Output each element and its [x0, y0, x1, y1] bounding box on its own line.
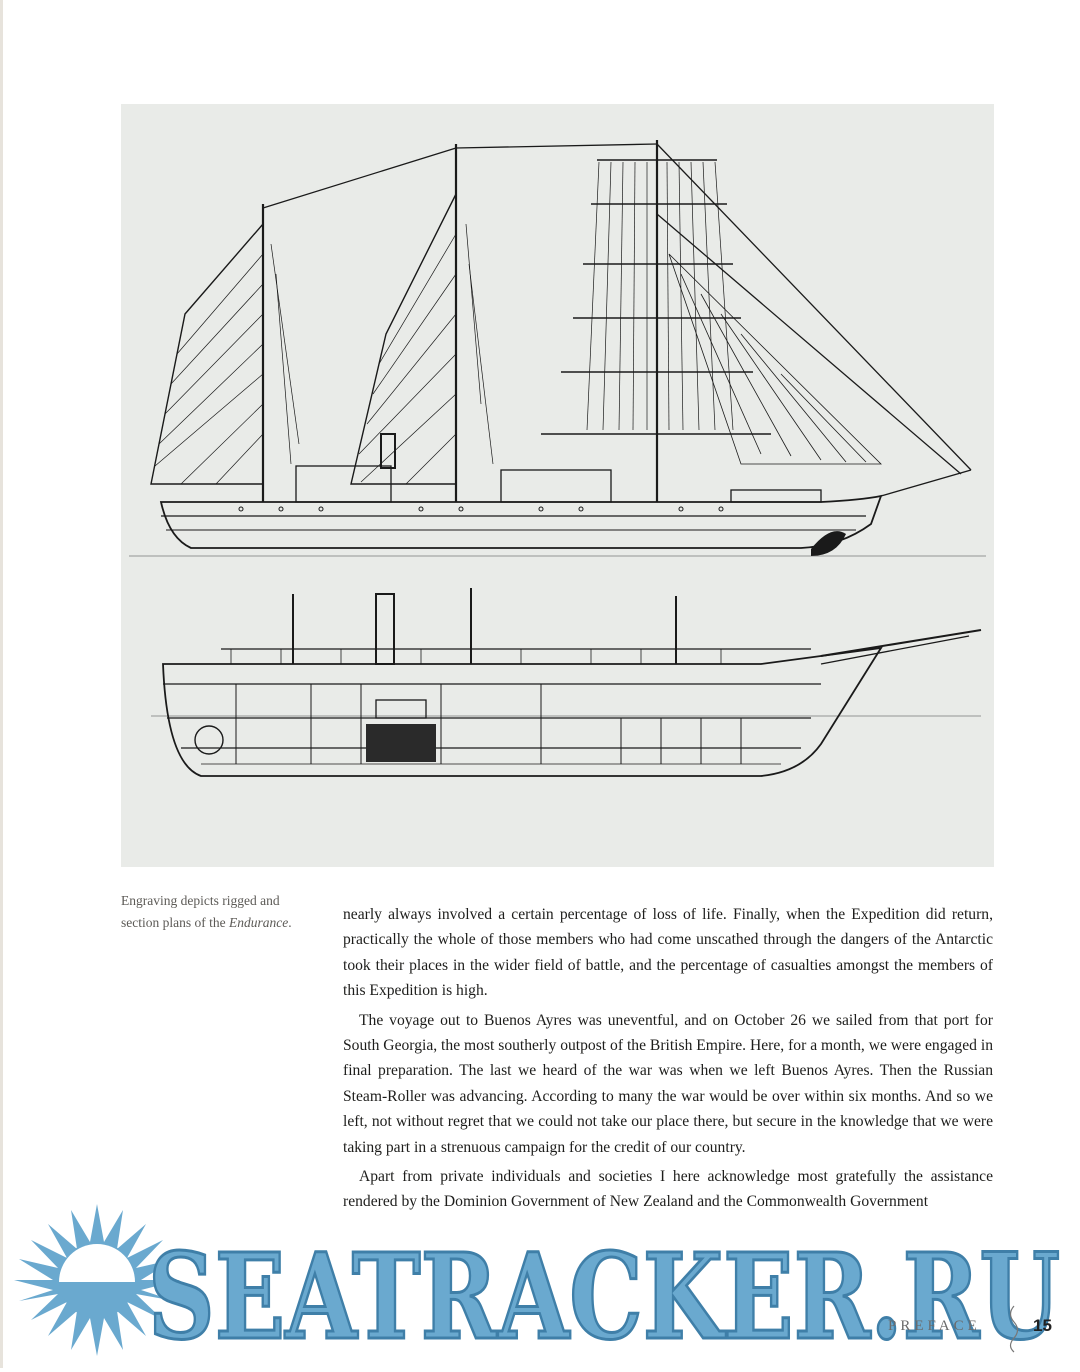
ship-plans-drawing [121, 104, 994, 867]
caption-period: . [288, 915, 292, 930]
seatracker-watermark [0, 1198, 1080, 1368]
paragraph-2: The voyage out to Buenos Ayres was uneventful, and on October 26 we sailed from that port for South Georgia, the most southerly outpost of the British Empire. Here, for a month, we were engaged in final preparation. The last we heard of the war was when we left Buenos Ayres. Then the Russian Steam-Roller was advancing. According to many the war would be over within six months. And so we left, not without regret that we could not take our place there, but secure in the knowledge that we were taking part in a strenuous campaign for the credit of our country. [343, 1011, 993, 1156]
page-number: 15 [1033, 1316, 1052, 1335]
caption-text: Engraving depicts rigged and section plans of the [121, 893, 280, 930]
watermark-svg [0, 1198, 1080, 1368]
folio-ornament-icon [1003, 1304, 1025, 1354]
page-edge-rule [0, 0, 3, 1368]
figure-caption [121, 890, 321, 934]
watermark-text: SEATRACKER.RU [148, 1227, 1060, 1366]
paragraph-1: nearly always involved a certain percentage of loss of life. Finally, when the Expedition did return, practically the whole of those members who had come unscathed through the dangers of the Antarctic took their places in the wider field of battle, and the percentage of casualties amongst the members of this Expedition is high. [343, 906, 993, 1000]
ship-engraving-figure [121, 104, 994, 867]
caption-ship-name: Endurance [228, 915, 289, 930]
running-head-section: PREFACE [888, 1318, 981, 1334]
body-text [343, 902, 993, 1215]
paragraph-3: Apart from private individuals and societies I here acknowledge most gratefully the assistance rendered by the Dominion Government of New Zealand and the Commonwealth Government [343, 1168, 993, 1211]
